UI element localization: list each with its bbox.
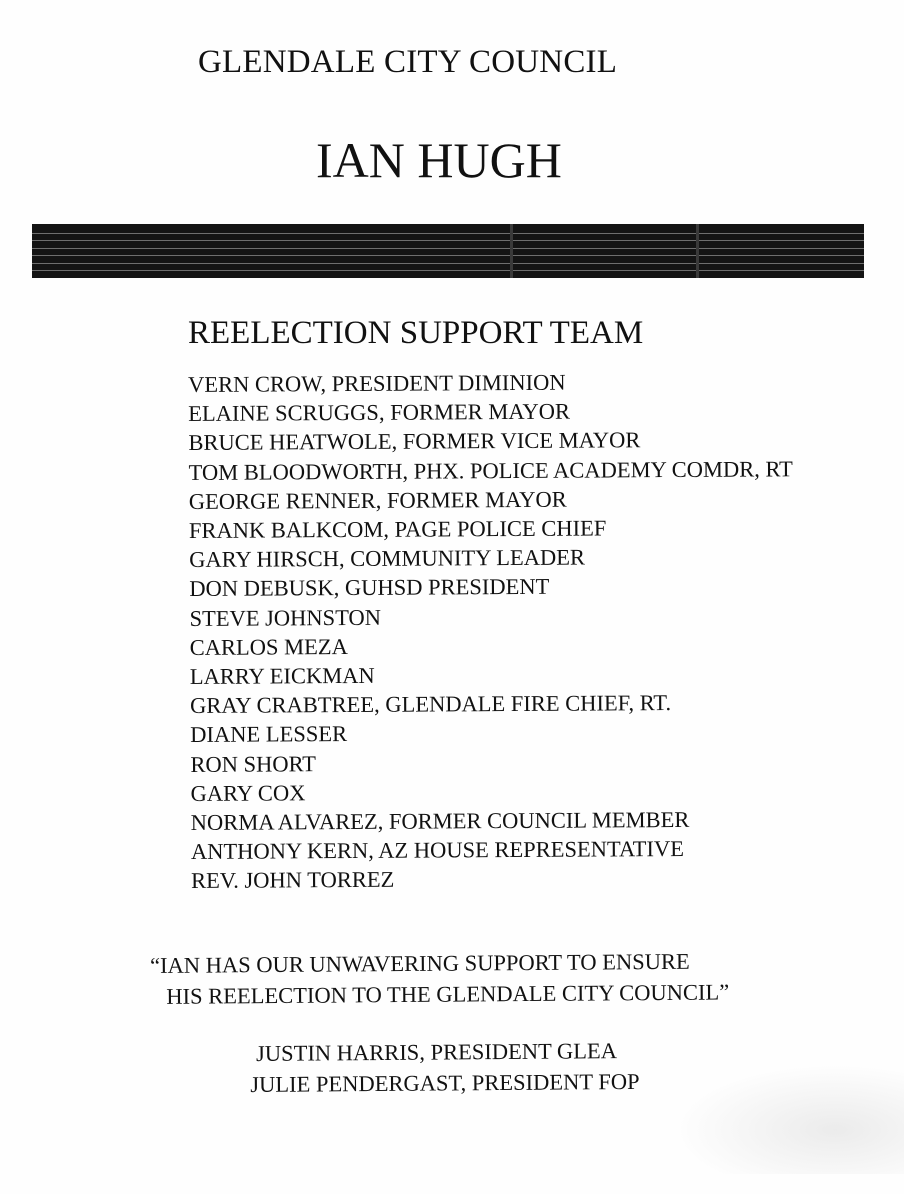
list-item: NORMA ALVAREZ, FORMER COUNCIL MEMBER	[190, 806, 690, 836]
rule-stripe	[32, 233, 864, 234]
list-item: GARY HIRSCH, COMMUNITY LEADER	[189, 544, 586, 573]
list-item: CARLOS MEZA	[189, 633, 348, 660]
endorsement-quote	[150, 945, 729, 1012]
decorative-rule	[32, 224, 864, 278]
list-item: GEORGE RENNER, FORMER MAYOR	[188, 486, 567, 514]
list-item: GARY COX	[190, 780, 306, 806]
rule-stripe	[32, 248, 864, 249]
list-item: ELAINE SCRUGGS, FORMER MAYOR	[188, 398, 571, 427]
quote-line: “IAN HAS OUR UNWAVERING SUPPORT TO ENSURE	[150, 948, 690, 978]
scan-smudge	[674, 1064, 904, 1174]
list-item: VERN CROW, PRESIDENT DIMINION	[188, 369, 566, 397]
list-item: STEVE JOHNSTON	[189, 604, 382, 631]
signer-line: JULIE PENDERGAST, PRESIDENT FOP	[250, 1068, 640, 1097]
support-team-heading: REELECTION SUPPORT TEAM	[188, 315, 644, 351]
list-item: RON SHORT	[190, 750, 317, 777]
rule-stripe	[32, 263, 864, 264]
list-item: BRUCE HEATWOLE, FORMER VICE MAYOR	[188, 427, 641, 456]
list-item: DON DEBUSK, GUHSD PRESIDENT	[189, 574, 550, 602]
list-item: GRAY CRABTREE, GLENDALE FIRE CHIEF, RT.	[189, 690, 672, 719]
candidate-name: IAN HUGH	[316, 132, 562, 188]
signer-line: JUSTIN HARRIS, PRESIDENT GLEA	[256, 1038, 618, 1066]
list-item: ANTHONY KERN, AZ HOUSE REPRESENTATIVE	[190, 836, 684, 865]
list-item: LARRY EICKMAN	[189, 662, 375, 690]
quote-line: HIS REELECTION TO THE GLENDALE CITY COUNCIL”	[166, 979, 730, 1009]
support-team-list	[188, 366, 795, 895]
rule-stripe	[32, 270, 864, 271]
rule-seam	[696, 224, 699, 278]
rule-seam	[510, 224, 513, 278]
rule-stripe	[32, 255, 864, 256]
council-title: GLENDALE CITY COUNCIL	[198, 44, 618, 80]
list-item: DIANE LESSER	[190, 721, 348, 748]
list-item: FRANK BALKCOM, PAGE POLICE CHIEF	[188, 515, 607, 544]
list-item: TOM BLOODWORTH, PHX. POLICE ACADEMY COMDR, RT	[188, 455, 793, 485]
list-item: REV. JOHN TORREZ	[191, 867, 395, 894]
quote-signers	[250, 1035, 640, 1100]
rule-stripe	[32, 240, 864, 241]
